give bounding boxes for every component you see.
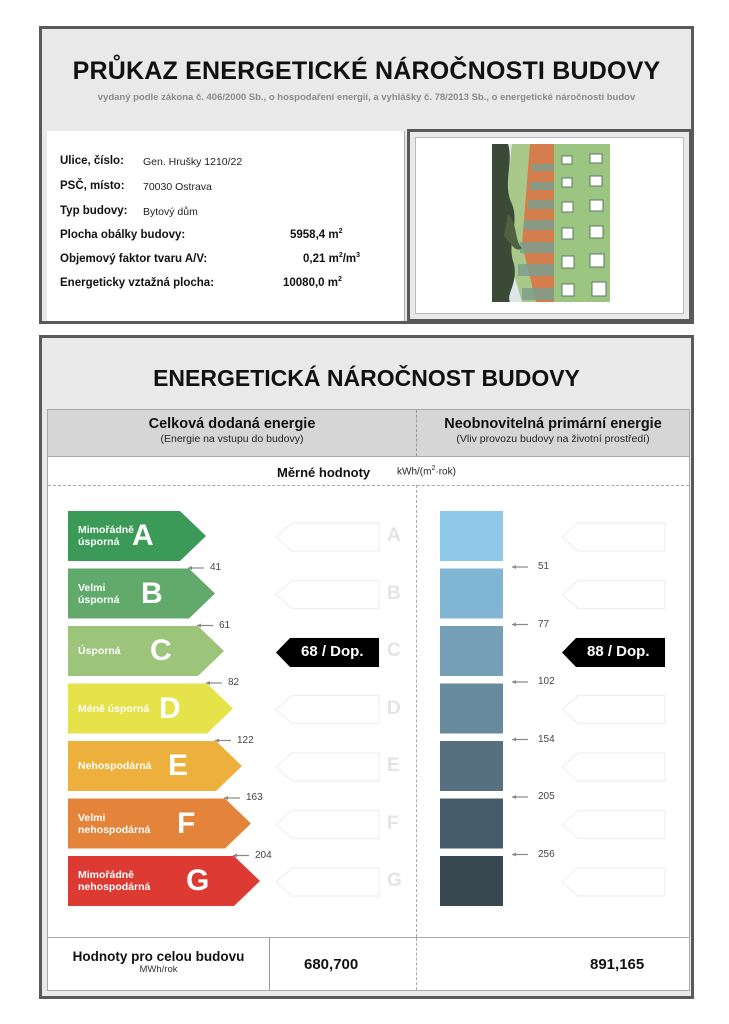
delivered-rating-value: 68 / Dop. xyxy=(301,643,364,660)
photo-container xyxy=(415,137,684,314)
class-c-letter: C xyxy=(150,634,172,667)
class-g-label: Mimořádně nehospodárná xyxy=(78,869,151,893)
shape-factor-value: 0,21 $m^2/m^3$ xyxy=(303,252,361,265)
delivered-ghost-letter-c: C xyxy=(387,640,401,661)
class-d-letter: D xyxy=(159,691,181,725)
column-headers xyxy=(47,409,690,457)
delivered-ghost-letter-d: D xyxy=(387,697,401,719)
primary-threshold: 256 xyxy=(538,848,555,860)
class-a-label: Mimořádně úsporná xyxy=(78,524,135,548)
whole-building-primary-value: 891,165 xyxy=(590,956,645,973)
reference-area-value: 10080,0 $m^2$ xyxy=(283,276,342,289)
primary-energy-header xyxy=(416,416,690,445)
delivered-ghost-letter-g: G xyxy=(387,870,402,891)
delivered-energy-subtitle: (Energie na vstupu do budovy) xyxy=(160,433,304,445)
whole-building-values xyxy=(47,937,690,991)
delivered-threshold: 204 xyxy=(255,849,272,861)
footer-divider xyxy=(416,938,417,990)
energy-performance-panel xyxy=(39,335,694,999)
class-g-letter: G xyxy=(186,864,210,897)
specific-values-row xyxy=(48,457,689,486)
city-value: 70030 Ostrava xyxy=(143,181,212,193)
city-label: PSČ, místo: xyxy=(60,180,125,192)
class-e-letter: E xyxy=(168,749,189,782)
building-type-label: Typ budovy: xyxy=(60,205,128,217)
whole-building-label-cell xyxy=(48,938,270,990)
envelope-area-label: Plocha obálky budovy: xyxy=(60,229,186,241)
street-value: Gen. Hrušky 1210/22 xyxy=(143,156,243,168)
delivered-threshold: 163 xyxy=(246,792,263,803)
class-e-label: Nehospodárná xyxy=(78,760,152,772)
delivered-ghost-letter-b: B xyxy=(387,582,401,604)
shape-factor-label: Objemový faktor tvaru A/V: xyxy=(60,253,208,265)
whole-building-label: Hodnoty pro celou budovu xyxy=(72,949,245,964)
building-type-value: Bytový dům xyxy=(143,206,198,218)
delivered-ghost-letter-f: F xyxy=(387,812,399,834)
class-b-label: Velmi úsporná xyxy=(78,581,120,606)
energy-performance-title: ENERGETICKÁ NÁROČNOST BUDOVY xyxy=(153,365,580,391)
primary-threshold: 51 xyxy=(538,561,550,572)
specific-values-unit: kWh/$(m^2\cdot rok)$ xyxy=(397,465,456,478)
delivered-energy-title: Celková dodaná energie xyxy=(148,416,316,432)
class-a-letter: A xyxy=(132,519,154,552)
class-b-letter: B xyxy=(141,576,163,610)
class-c-label: Úsporná xyxy=(78,645,121,657)
certificate-title: PRŮKAZ ENERGETICKÉ NÁROČNOSTI BUDOVY xyxy=(72,57,661,85)
energy-scales xyxy=(47,457,690,937)
photo-frame xyxy=(407,129,692,322)
primary-threshold: 77 xyxy=(538,618,550,630)
certificate-subtitle: vydaný podle zákona č. 406/2000 Sb., o hospodaření energií, a vyhlášky č. 78/2013 Sb., o energetické náročnosti budov xyxy=(97,92,636,103)
primary-energy-subtitle: (Vliv provozu budovy na životní prostředí) xyxy=(456,433,650,445)
energy-scale-labels xyxy=(48,485,689,937)
delivered-threshold: 122 xyxy=(237,734,254,746)
specific-values-label: Měrné hodnoty xyxy=(277,465,371,480)
primary-energy-title: Neobnovitelná primární energie xyxy=(444,416,662,432)
primary-rating-value: 88 / Dop. xyxy=(587,643,650,660)
street-label: Ulice, číslo: xyxy=(60,155,124,167)
delivered-ghost-letter-a: A xyxy=(387,525,401,546)
class-d-label: Méně úsporná xyxy=(78,702,150,715)
reference-area-label: Energeticky vztažná plocha: xyxy=(60,277,215,289)
building-info xyxy=(47,131,405,321)
whole-building-unit: MWh/rok xyxy=(139,964,178,975)
building-photo xyxy=(492,144,610,302)
delivered-threshold: 61 xyxy=(219,619,231,631)
delivered-threshold: 82 xyxy=(228,677,240,688)
delivered-ghost-letter-e: E xyxy=(387,755,400,776)
primary-threshold: 102 xyxy=(538,676,555,687)
class-f-letter: F xyxy=(177,806,196,840)
certificate-header-panel xyxy=(39,26,694,324)
primary-threshold: 205 xyxy=(538,791,555,802)
class-f-label: Velmi nehospodárná xyxy=(78,811,151,836)
delivered-energy-header xyxy=(48,416,416,445)
envelope-area-value: 5958,4 $m^2$ xyxy=(290,228,343,241)
whole-building-delivered-value: 680,700 xyxy=(304,956,359,973)
primary-threshold: 154 xyxy=(538,733,555,745)
delivered-threshold: 41 xyxy=(210,562,222,573)
